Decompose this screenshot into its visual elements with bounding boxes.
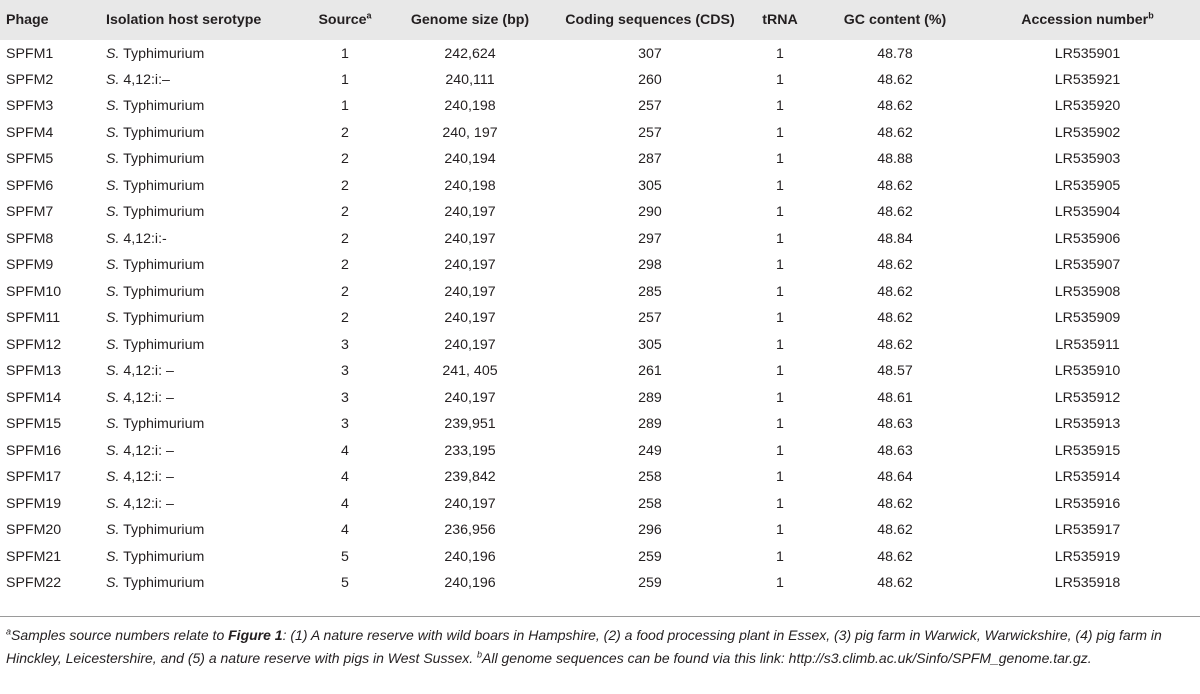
cell-source: 3 — [341, 363, 349, 380]
cell-cds: 260 — [638, 71, 662, 88]
table-body — [0, 40, 1200, 597]
cell-accession: LR535903 — [1054, 151, 1121, 168]
cell-trna: 1 — [776, 283, 784, 300]
cell-genome-size: 240,197 — [444, 495, 496, 512]
serotype-label: Typhimurium — [123, 283, 205, 300]
cell-cds: 261 — [638, 363, 662, 380]
cell-cds: 289 — [638, 389, 662, 406]
cell-phage: SPFM5 — [6, 151, 54, 168]
genus-abbrev: S. — [106, 416, 120, 433]
genus-abbrev: S. — [106, 469, 120, 486]
cell-genome-size: 240,198 — [444, 177, 496, 194]
cell-phage: SPFM1 — [6, 46, 54, 63]
cell-source: 2 — [341, 230, 349, 247]
cell-cds: 298 — [638, 257, 662, 274]
cell-source: 3 — [341, 336, 349, 353]
table-row — [0, 173, 1200, 200]
cell-gc-content: 48.63 — [877, 442, 913, 459]
cell-source: 1 — [341, 46, 349, 63]
table-row — [0, 93, 1200, 120]
serotype-label: Typhimurium — [123, 257, 205, 274]
cell-host-serotype — [100, 544, 305, 571]
serotype-label: Typhimurium — [123, 204, 205, 221]
cell-phage: SPFM9 — [6, 257, 54, 274]
cell-source: 4 — [341, 495, 349, 512]
cell-host-serotype — [100, 464, 305, 491]
cell-host-serotype — [100, 279, 305, 306]
cell-phage: SPFM8 — [6, 230, 54, 247]
footnote-b-text: All genome sequences can be found via this link: http://s3.climb.ac.uk/Sinfo/SPFM_genome.tar.gz. — [482, 649, 1092, 666]
genus-abbrev: S. — [106, 124, 120, 141]
cell-genome-size: 240,197 — [444, 336, 496, 353]
header-accession: Accession number$^b$ — [1021, 10, 1154, 28]
cell-genome-size: 240,197 — [444, 389, 496, 406]
cell-trna: 1 — [776, 230, 784, 247]
cell-phage: SPFM14 — [6, 389, 62, 406]
cell-host-serotype — [100, 40, 305, 67]
header-row — [0, 0, 1200, 40]
genus-abbrev: S. — [106, 283, 120, 300]
cell-accession: LR535908 — [1054, 283, 1121, 300]
genus-abbrev: S. — [106, 230, 120, 247]
cell-host-serotype — [100, 226, 305, 253]
genus-abbrev: S. — [106, 336, 120, 353]
cell-gc-content: 48.62 — [877, 204, 913, 221]
footnote-figure-ref: Figure 1 — [228, 627, 283, 643]
cell-host-serotype — [100, 67, 305, 94]
table-row — [0, 411, 1200, 438]
cell-accession: LR535913 — [1054, 416, 1121, 433]
cell-host-serotype — [100, 491, 305, 518]
cell-genome-size: 240,197 — [444, 283, 496, 300]
serotype-label: 4,12:i: – — [123, 495, 174, 512]
cell-host-serotype — [100, 358, 305, 385]
serotype-label: Typhimurium — [123, 124, 205, 141]
table-row — [0, 464, 1200, 491]
cell-trna: 1 — [776, 257, 784, 274]
cell-genome-size: 240,111 — [445, 71, 495, 88]
cell-gc-content: 48.64 — [877, 469, 913, 486]
table-header — [0, 0, 1200, 40]
cell-accession: LR535911 — [1055, 336, 1120, 353]
table-row — [0, 570, 1200, 597]
cell-accession: LR535907 — [1054, 257, 1121, 274]
header-trna: tRNA — [762, 12, 798, 28]
cell-phage: SPFM11 — [6, 310, 61, 327]
cell-source: 4 — [341, 522, 349, 539]
cell-host-serotype — [100, 199, 305, 226]
cell-cds: 257 — [638, 124, 662, 141]
cell-genome-size: 240,198 — [444, 98, 496, 115]
cell-cds: 305 — [638, 177, 662, 194]
cell-source: 2 — [341, 151, 349, 168]
table-row — [0, 517, 1200, 544]
cell-gc-content: 48.62 — [877, 336, 913, 353]
cell-genome-size: 240,194 — [444, 151, 496, 168]
cell-cds: 257 — [638, 310, 662, 327]
cell-cds: 257 — [638, 98, 662, 115]
footnote-b-marker: b — [477, 648, 483, 659]
serotype-label: Typhimurium — [123, 522, 205, 539]
cell-genome-size: 240,197 — [444, 310, 496, 327]
serotype-label: 4,12:i:- — [123, 230, 167, 247]
genus-abbrev: S. — [106, 495, 120, 512]
cell-accession: LR535914 — [1054, 469, 1121, 486]
cell-genome-size: 236,956 — [444, 522, 496, 539]
cell-genome-size: 240,197 — [444, 204, 496, 221]
cell-trna: 1 — [776, 469, 784, 486]
cell-host-serotype — [100, 385, 305, 412]
cell-gc-content: 48.62 — [877, 177, 913, 194]
cell-cds: 285 — [638, 283, 662, 300]
genus-abbrev: S. — [106, 46, 120, 63]
cell-cds: 289 — [638, 416, 662, 433]
cell-phage: SPFM13 — [6, 363, 62, 380]
cell-trna: 1 — [776, 363, 784, 380]
cell-trna: 1 — [776, 389, 784, 406]
cell-genome-size: 233,195 — [444, 442, 496, 459]
genus-abbrev: S. — [106, 522, 120, 539]
cell-phage: SPFM7 — [6, 204, 54, 221]
cell-gc-content: 48.88 — [877, 151, 913, 168]
serotype-label: 4,12:i: – — [123, 469, 174, 486]
cell-phage: SPFM21 — [6, 548, 62, 565]
serotype-label: 4,12:i: – — [123, 363, 174, 380]
table-row — [0, 358, 1200, 385]
cell-accession: LR535901 — [1054, 46, 1121, 63]
cell-trna: 1 — [776, 442, 784, 459]
cell-gc-content: 48.62 — [877, 98, 913, 115]
cell-trna: 1 — [776, 416, 784, 433]
cell-phage: SPFM6 — [6, 177, 54, 194]
serotype-label: Typhimurium — [123, 151, 205, 168]
cell-trna: 1 — [776, 177, 784, 194]
cell-host-serotype — [100, 411, 305, 438]
serotype-label: Typhimurium — [123, 46, 205, 63]
serotype-label: 4,12:i:– — [123, 71, 170, 88]
accession-footnote-marker: b — [1148, 10, 1154, 21]
cell-source: 2 — [341, 310, 349, 327]
genus-abbrev: S. — [106, 98, 120, 115]
table-row — [0, 67, 1200, 94]
cell-accession: LR535909 — [1054, 310, 1121, 327]
genus-abbrev: S. — [106, 442, 120, 459]
cell-accession: LR535919 — [1054, 548, 1121, 565]
cell-genome-size: 240,196 — [444, 548, 496, 565]
cell-phage: SPFM17 — [6, 469, 62, 486]
serotype-label: Typhimurium — [123, 575, 205, 592]
genus-abbrev: S. — [106, 363, 120, 380]
cell-phage: SPFM16 — [6, 442, 62, 459]
cell-cds: 259 — [638, 575, 662, 592]
cell-host-serotype — [100, 438, 305, 465]
cell-cds: 287 — [638, 151, 662, 168]
cell-trna: 1 — [776, 204, 784, 221]
serotype-label: Typhimurium — [123, 310, 205, 327]
cell-phage: SPFM19 — [6, 495, 62, 512]
cell-genome-size: 241, 405 — [442, 363, 498, 380]
cell-trna: 1 — [776, 71, 784, 88]
table-footnote — [6, 624, 1196, 669]
cell-cds: 297 — [638, 230, 662, 247]
cell-host-serotype — [100, 332, 305, 359]
genus-abbrev: S. — [106, 389, 120, 406]
cell-source: 2 — [341, 283, 349, 300]
cell-genome-size: 240,197 — [444, 230, 496, 247]
cell-cds: 296 — [638, 522, 662, 539]
cell-phage: SPFM3 — [6, 98, 54, 115]
table-row — [0, 491, 1200, 518]
table-row — [0, 305, 1200, 332]
cell-phage: SPFM2 — [6, 71, 54, 88]
cell-accession: LR535918 — [1054, 575, 1121, 592]
source-footnote-marker: a — [366, 10, 372, 21]
cell-genome-size: 240,197 — [444, 257, 496, 274]
table-row — [0, 385, 1200, 412]
cell-host-serotype — [100, 517, 305, 544]
cell-accession: LR535905 — [1054, 177, 1121, 194]
cell-trna: 1 — [776, 310, 784, 327]
cell-gc-content: 48.62 — [877, 548, 913, 565]
cell-trna: 1 — [776, 124, 784, 141]
cell-host-serotype — [100, 93, 305, 120]
cell-source: 1 — [341, 71, 349, 88]
cell-cds: 259 — [638, 548, 662, 565]
serotype-label: 4,12:i: – — [123, 389, 174, 406]
cell-gc-content: 48.62 — [877, 283, 913, 300]
table-row — [0, 332, 1200, 359]
table-row — [0, 146, 1200, 173]
cell-accession: LR535904 — [1054, 204, 1121, 221]
cell-cds: 305 — [638, 336, 662, 353]
cell-gc-content: 48.62 — [877, 495, 913, 512]
table-row — [0, 438, 1200, 465]
header-source: Source$^a$ — [318, 10, 372, 28]
cell-cds: 249 — [638, 442, 662, 459]
header-host-serotype: Isolation host serotype — [106, 12, 262, 28]
table-bottom-rule — [0, 616, 1200, 617]
serotype-label: 4,12:i: – — [123, 442, 174, 459]
genus-abbrev: S. — [106, 575, 120, 592]
table-row — [0, 544, 1200, 571]
cell-source: 1 — [341, 98, 349, 115]
genus-abbrev: S. — [106, 177, 120, 194]
cell-host-serotype — [100, 252, 305, 279]
cell-gc-content: 48.57 — [877, 363, 913, 380]
footnote-a-text-2: : (1) A nature reserve with wild boars in Hampshire, (2) a food processing plant in Essex, (3) pig farm in Warwick, Warwickshire, (4) pig farm in Hinckley, Leicestershire, and (5) a nature reserve with pigs in West Sussex. — [6, 627, 1162, 666]
genus-abbrev: S. — [106, 71, 120, 88]
cell-trna: 1 — [776, 336, 784, 353]
cell-genome-size: 242,624 — [444, 46, 496, 63]
serotype-label: Typhimurium — [123, 336, 205, 353]
cell-source: 4 — [341, 469, 349, 486]
genus-abbrev: S. — [106, 204, 120, 221]
cell-accession: LR535920 — [1054, 98, 1121, 115]
cell-source: 2 — [341, 257, 349, 274]
cell-host-serotype — [100, 120, 305, 147]
table-row — [0, 199, 1200, 226]
cell-gc-content: 48.62 — [877, 257, 913, 274]
table-row — [0, 40, 1200, 67]
cell-phage: SPFM12 — [6, 336, 62, 353]
table-row — [0, 252, 1200, 279]
cell-accession: LR535902 — [1054, 124, 1121, 141]
footnote-a-marker: a — [6, 626, 12, 637]
cell-trna: 1 — [776, 548, 784, 565]
cell-gc-content: 48.62 — [877, 71, 913, 88]
cell-phage: SPFM4 — [6, 124, 54, 141]
cell-accession: LR535915 — [1054, 442, 1121, 459]
cell-host-serotype — [100, 173, 305, 200]
serotype-label: Typhimurium — [123, 548, 205, 565]
header-genome-size: Genome size (bp) — [410, 12, 530, 28]
cell-source: 5 — [341, 575, 349, 592]
cell-trna: 1 — [776, 575, 784, 592]
footnote-a-text-1: Samples source numbers relate to — [11, 627, 229, 643]
cell-accession: LR535921 — [1054, 71, 1121, 88]
genus-abbrev: S. — [106, 257, 120, 274]
cell-source: 3 — [341, 389, 349, 406]
cell-source: 2 — [341, 124, 349, 141]
cell-trna: 1 — [776, 522, 784, 539]
cell-gc-content: 48.84 — [877, 230, 913, 247]
genus-abbrev: S. — [106, 310, 120, 327]
cell-trna: 1 — [776, 495, 784, 512]
cell-source: 4 — [341, 442, 349, 459]
genus-abbrev: S. — [106, 151, 120, 168]
table-row — [0, 120, 1200, 147]
cell-cds: 290 — [638, 204, 662, 221]
table-row — [0, 279, 1200, 306]
cell-phage: SPFM22 — [6, 575, 62, 592]
cell-phage: SPFM10 — [6, 283, 62, 300]
cell-source: 2 — [341, 204, 349, 221]
cell-cds: 307 — [638, 46, 662, 63]
cell-genome-size: 239,842 — [444, 469, 496, 486]
cell-host-serotype — [100, 570, 305, 597]
cell-source: 2 — [341, 177, 349, 194]
cell-source: 3 — [341, 416, 349, 433]
cell-accession: LR535910 — [1054, 363, 1121, 380]
serotype-label: Typhimurium — [123, 98, 205, 115]
table-row — [0, 226, 1200, 253]
cell-accession: LR535912 — [1054, 389, 1121, 406]
cell-genome-size: 239,951 — [444, 416, 496, 433]
cell-trna: 1 — [776, 151, 784, 168]
cell-host-serotype — [100, 305, 305, 332]
header-gc-content: GC content (%) — [843, 12, 947, 28]
cell-gc-content: 48.61 — [877, 389, 913, 406]
cell-accession: LR535916 — [1054, 495, 1121, 512]
cell-trna: 1 — [776, 98, 784, 115]
cell-phage: SPFM15 — [6, 416, 62, 433]
cell-genome-size: 240,196 — [444, 575, 496, 592]
genus-abbrev: S. — [106, 548, 120, 565]
serotype-label: Typhimurium — [123, 416, 205, 433]
cell-genome-size: 240, 197 — [442, 124, 498, 141]
cell-accession: LR535906 — [1054, 230, 1121, 247]
header-phage: Phage — [6, 12, 49, 28]
cell-cds: 258 — [638, 495, 662, 512]
header-cds: Coding sequences (CDS) — [565, 12, 735, 28]
cell-gc-content: 48.62 — [877, 522, 913, 539]
cell-gc-content: 48.78 — [877, 46, 913, 63]
cell-accession: LR535917 — [1054, 522, 1121, 539]
cell-gc-content: 48.62 — [877, 124, 913, 141]
cell-host-serotype — [100, 146, 305, 173]
cell-gc-content: 48.63 — [877, 416, 913, 433]
cell-phage: SPFM20 — [6, 522, 62, 539]
cell-gc-content: 48.62 — [877, 575, 913, 592]
cell-source: 5 — [341, 548, 349, 565]
cell-trna: 1 — [776, 46, 784, 63]
cell-cds: 258 — [638, 469, 662, 486]
cell-gc-content: 48.62 — [877, 310, 913, 327]
serotype-label: Typhimurium — [123, 177, 205, 194]
